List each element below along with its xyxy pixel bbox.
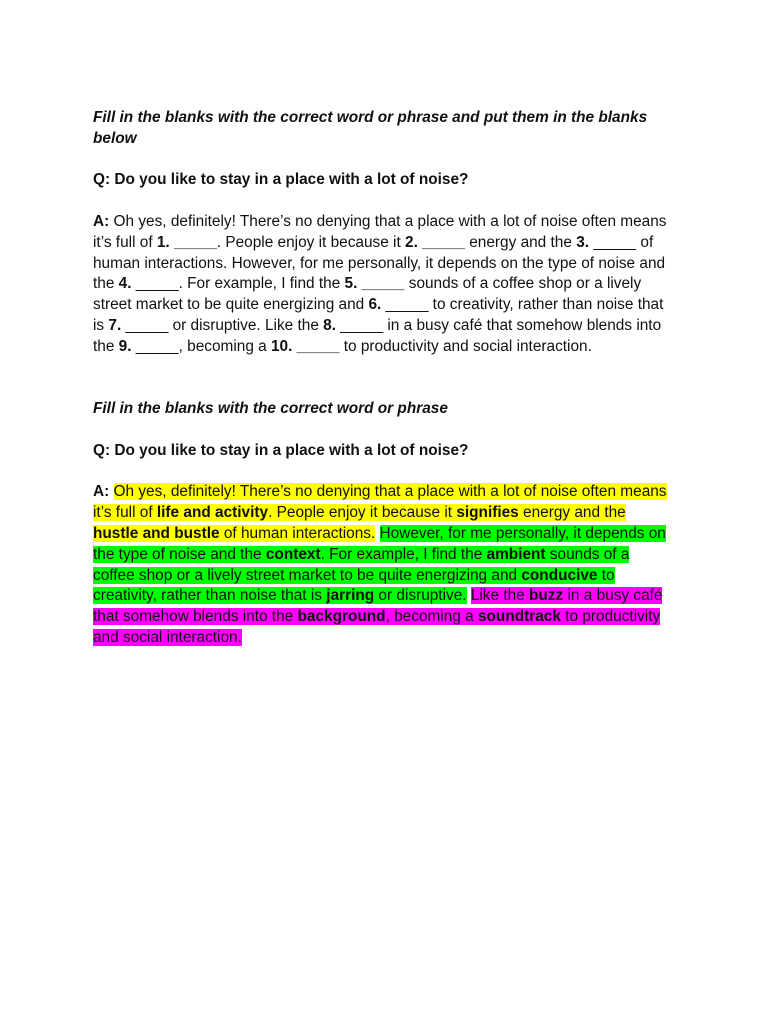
exercise-text-segment: _____ to creativity, rather than noise that is — [93, 296, 664, 334]
exercise-key-term: 4. — [118, 275, 132, 293]
exercise-text-segment: _____, becoming a — [131, 337, 271, 355]
answer-text-segment: . For example, I find the — [320, 545, 487, 563]
answer-text-segment: Like the — [470, 587, 530, 605]
exercise-question: Q: Do you like to stay in a place with a lot of noise? — [93, 171, 469, 189]
exercise-text-segment: sounds of a coffee shop or a lively street market to be quite energizing and — [93, 275, 642, 314]
exercise-key-term: 9. — [118, 337, 132, 355]
answer-text-segment: Oh yes, definitely! There’s no denying that a place with a lot of noise often means it’s full of — [93, 483, 667, 522]
answer-text-segment: or disruptive. — [374, 587, 467, 605]
exercise-text-segment: energy and the — [464, 233, 577, 251]
exercise-key-term: 3. — [576, 233, 590, 251]
exercise-key-term: 10. _____ — [271, 337, 340, 355]
answer-key-term: soundtrack — [477, 608, 561, 626]
exercise-text-segment: _____ or disruptive. Like the — [121, 316, 324, 334]
answer-text-segment: energy and the — [518, 504, 626, 522]
exercise-text-segment: Oh yes, definitely! There’s no denying that a place with a lot of noise often means it’s full of — [93, 212, 667, 251]
document-page — [93, 108, 673, 649]
exercise-text-segment: . People enjoy it because it — [216, 233, 406, 251]
answer-key-term: ambient — [486, 545, 546, 563]
answer-key-term: hustle and bustle — [93, 524, 220, 542]
exercise-section — [93, 108, 673, 358]
answer-key-question: Q: Do you like to stay in a place with a lot of noise? — [93, 441, 469, 459]
exercise-key-term: 7. — [108, 316, 122, 334]
answer-text-segment: , becoming a — [385, 608, 478, 626]
answer-key-term: jarring — [326, 587, 375, 605]
answer-text-segment — [109, 483, 113, 500]
answer-key-term: background — [297, 608, 386, 626]
answer-text-segment: to creativity, rather than noise that is — [93, 566, 615, 605]
exercise-answer-text — [93, 213, 667, 355]
answer-key-instruction: Fill in the blanks with the correct word or phrase — [93, 400, 448, 418]
answer-text-segment — [375, 525, 379, 542]
answer-key-section — [93, 399, 673, 649]
exercise-text-segment: _____ of human interactions. However, for me personally, it depends on the type of noise and the — [93, 233, 666, 293]
exercise-text-segment: _____ in a busy café that somehow blends into the — [93, 316, 662, 355]
answer-text-segment: of human interactions. — [219, 524, 376, 542]
answer-key-term: buzz — [529, 587, 564, 605]
exercise-key-term: 5. _____ — [344, 275, 405, 293]
answer-text-segment: However, for me personally, it depends on the type of noise and the — [93, 524, 666, 563]
answer-text-segment: to productivity and social interaction. — [93, 608, 661, 646]
exercise-text-segment: _____. For example, I find the — [131, 275, 345, 293]
answer-key-term: signifies — [456, 504, 519, 522]
answer-text-segment: . People enjoy it because it — [268, 504, 457, 522]
exercise-text-segment: to productivity and social interaction. — [339, 337, 592, 355]
answer-text-segment: sounds of a coffee shop or a lively street market to be quite energizing and — [93, 545, 630, 584]
exercise-answer-label: A: — [93, 212, 110, 230]
answer-text-segment: in a busy café that somehow blends into the — [93, 587, 663, 626]
answer-key-answer — [93, 482, 673, 648]
answer-key-term: life and activity — [156, 504, 269, 522]
answer-key-text — [93, 483, 667, 646]
exercise-key-term: 6. — [368, 296, 382, 314]
answer-key-label: A: — [93, 483, 110, 501]
exercise-key-term: 1. _____ — [156, 233, 217, 251]
answer-key-term: conducive — [521, 566, 598, 584]
exercise-answer — [93, 212, 673, 358]
answer-key-term: context — [265, 545, 321, 563]
exercise-key-term: 8. — [323, 316, 337, 334]
exercise-key-term: 2. _____ — [405, 233, 465, 251]
exercise-instruction: Fill in the blanks with the correct word or phrase and put them in the blanks below — [93, 109, 648, 147]
